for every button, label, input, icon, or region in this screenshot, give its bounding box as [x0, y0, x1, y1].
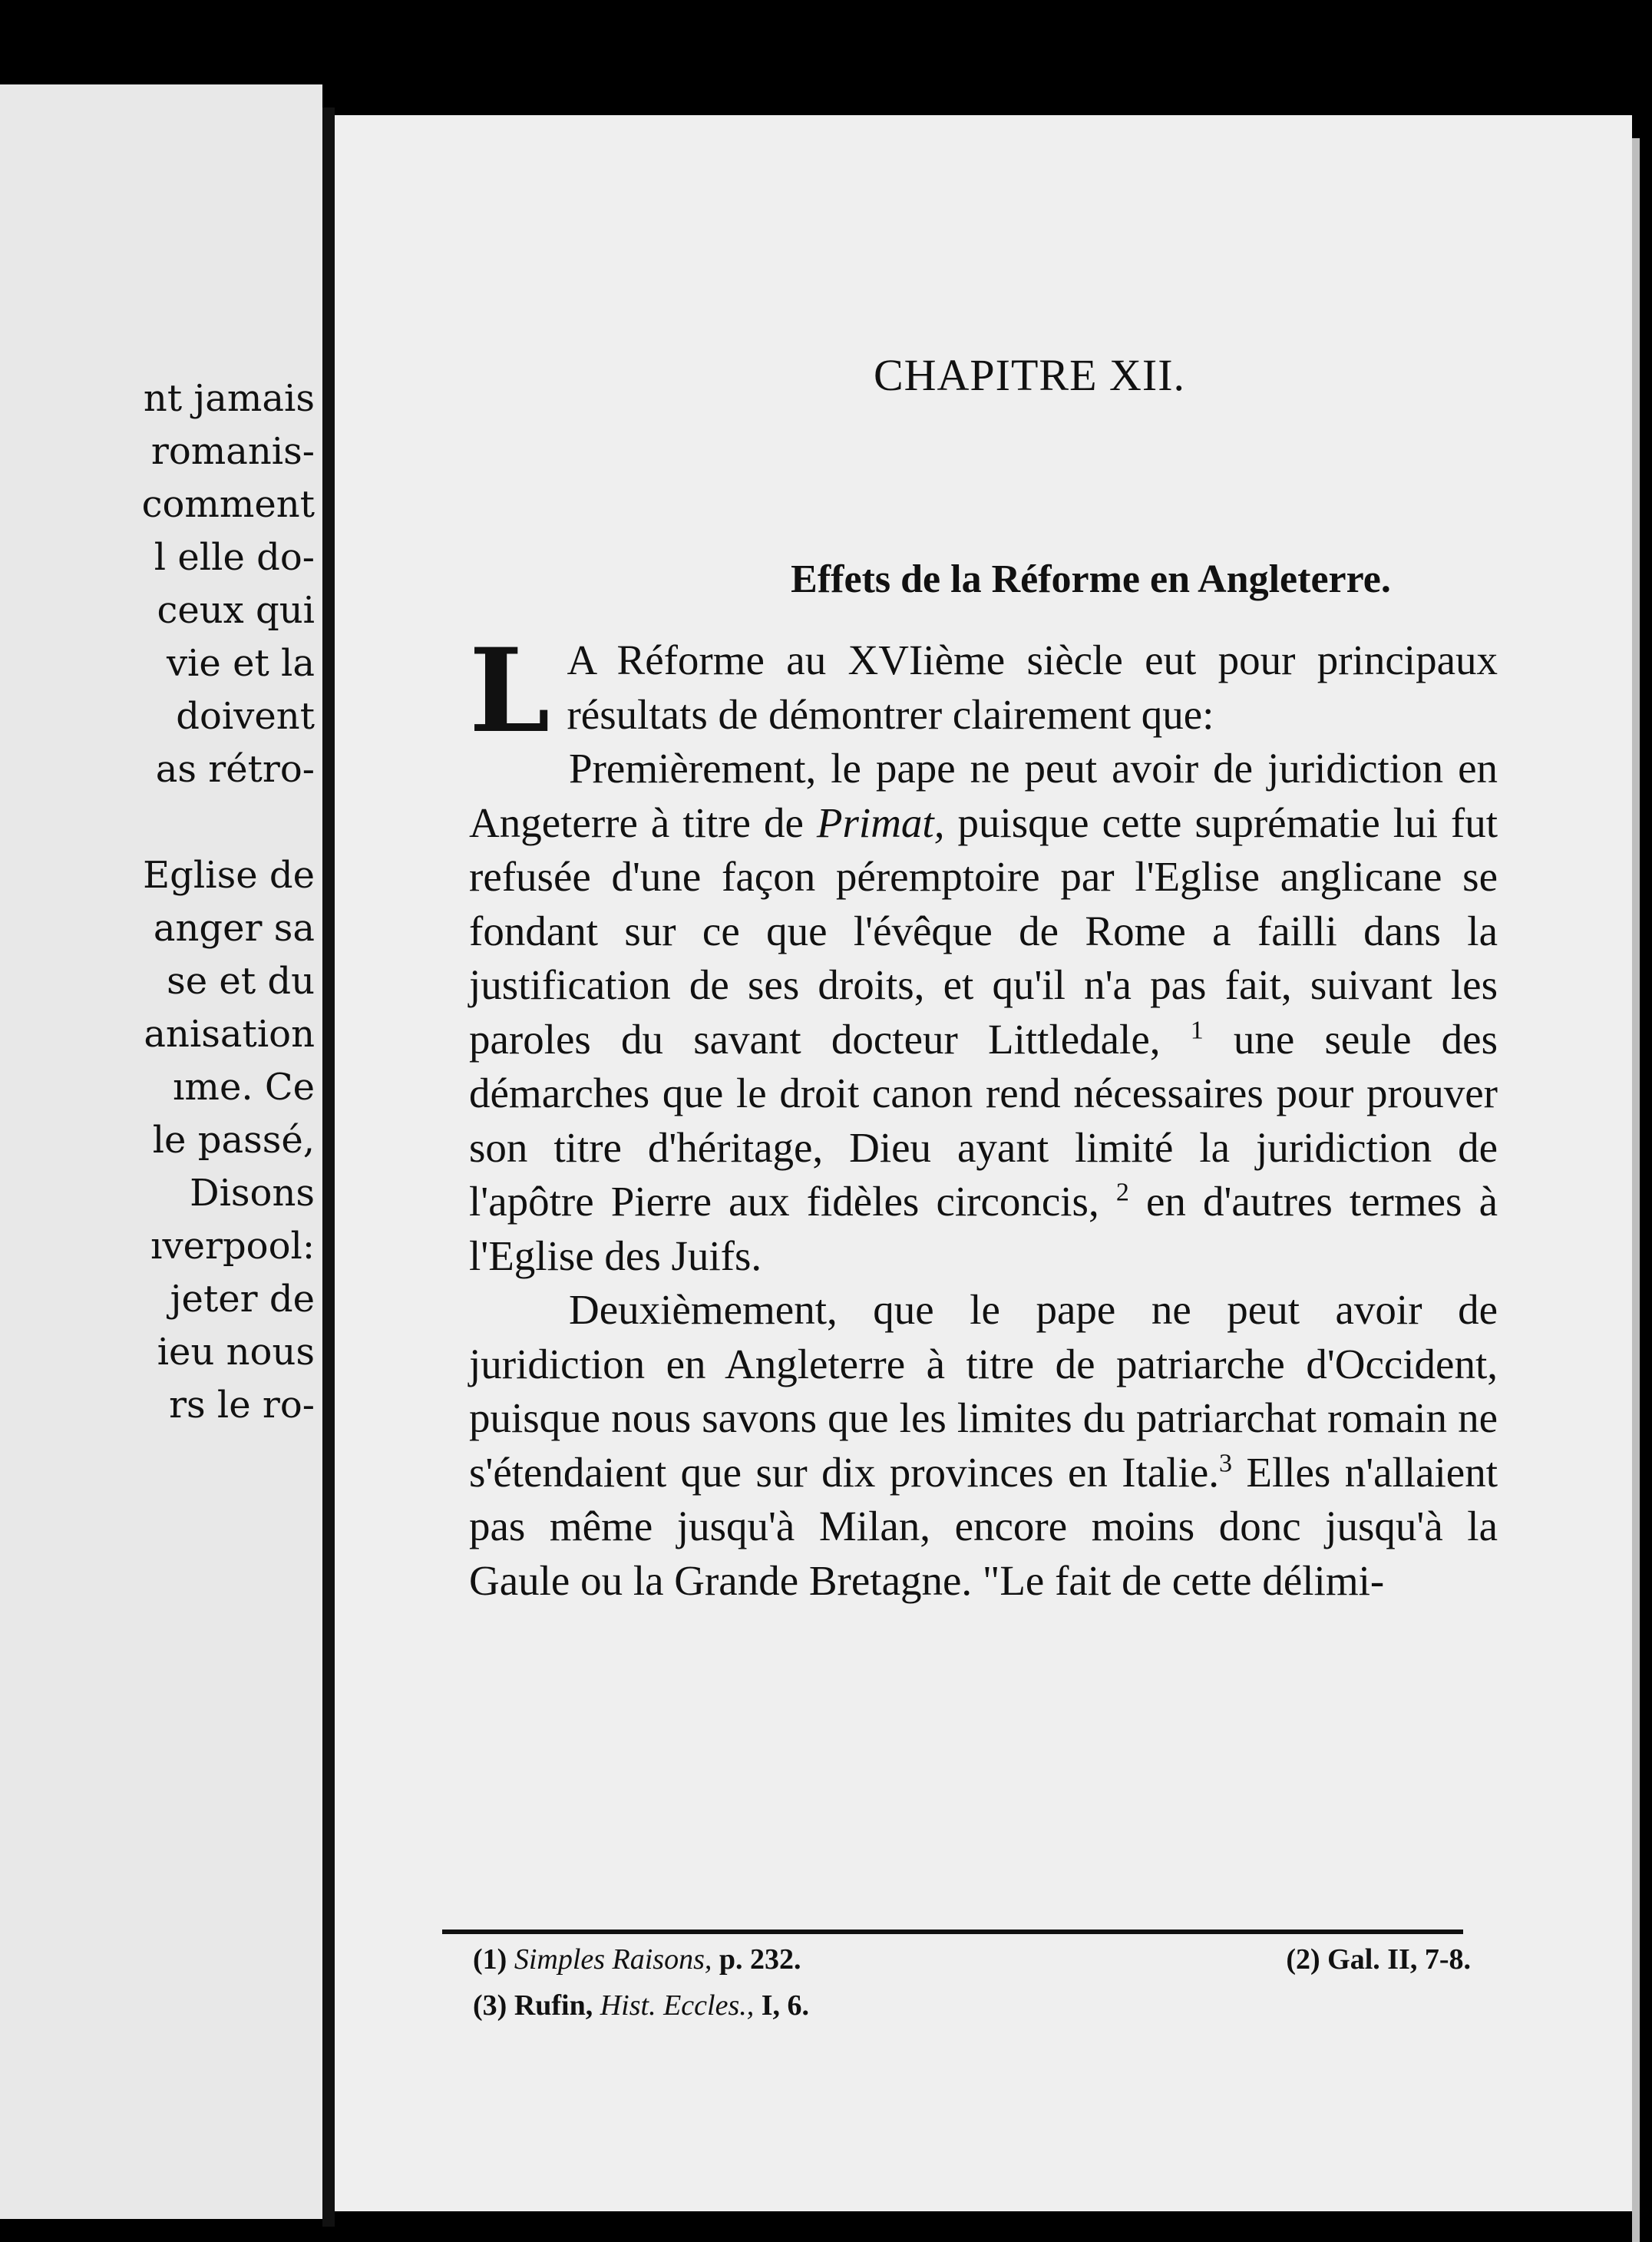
- left-page-line: as rétro-: [155, 748, 315, 791]
- left-page-line: comment: [141, 483, 315, 526]
- left-page-line: ieu nous: [157, 1331, 315, 1374]
- footnotes: [473, 1936, 1502, 2029]
- paragraph-2-text-d: une seule des démarches que le droit canon rend nécessaires pour prouver son titre d'héritage, Dieu ayant limité la juridiction de l'apôtre Pierre aux fidèles circoncis,: [469, 1015, 1498, 1225]
- footnote-row-2: [473, 1982, 1502, 2029]
- right-page: [335, 115, 1632, 2211]
- left-page-line: Disons: [190, 1172, 315, 1215]
- left-page-line: romanis-: [150, 430, 315, 473]
- footnote-rule: [442, 1930, 1463, 1934]
- page-edge: [1632, 138, 1640, 2242]
- left-page-line: anger sa: [153, 907, 315, 950]
- paragraph-1-text: A Réforme au XVIième siècle eut pour principaux résultats de démontrer clairement que:: [567, 637, 1498, 738]
- footnote-ref-2: 2: [1115, 1178, 1129, 1207]
- chapter-subtitle: Effets de la Réforme en Angleterre.: [791, 557, 1391, 601]
- left-page-line: jeter de: [170, 1278, 315, 1321]
- left-page-line: doivent: [176, 695, 315, 738]
- left-page-line: ıme. Ce: [173, 1066, 315, 1109]
- left-page-line: le passé,: [152, 1119, 315, 1162]
- paragraph-2-text-e: en d'autres termes à l'Eglise des Juifs.: [469, 1178, 1498, 1279]
- left-page-line: anisation: [144, 1013, 315, 1056]
- left-page-line: vie et la: [166, 642, 315, 685]
- primat-italic: Primat,: [816, 799, 945, 846]
- left-page-line: ıverpool:: [150, 1225, 315, 1268]
- left-page-line: nt jamais: [143, 377, 315, 420]
- footnote-ref-3: 3: [1218, 1449, 1232, 1478]
- left-page-line: ceux qui: [157, 589, 315, 632]
- body-text: [469, 623, 1498, 1608]
- left-page-line: Eglise de: [143, 854, 315, 897]
- left-page-line: rs le ro-: [169, 1384, 315, 1427]
- paragraph-3: [469, 1283, 1498, 1608]
- footnote-1: (1) Simples Raisons, p. 232.: [473, 1943, 801, 1976]
- paragraph-2: [469, 742, 1498, 1283]
- drop-cap: L: [469, 623, 550, 759]
- paragraph-1: [469, 623, 1498, 759]
- paragraph-2-text-c: puisque cette suprématie lui fut refusée d'une façon péremptoire par l'Eglise anglicane se fondant sur ce que l'évêque de Rome a failli dans la justification de ses droits, et qu'il n'a pas fait, suivant les paroles du savant docteur Littledale,: [469, 799, 1498, 1063]
- paragraph-3-text-a: Deuxièmement, que le pape ne peut avoir de juridiction en Angleterre à titre de patriarche d'Occident, puisque nous savons que les limites du patriarchat romain ne s'étendaient que sur dix provinces en Italie.: [469, 1286, 1498, 1496]
- left-page-line: l elle do-: [154, 536, 315, 579]
- left-page-line: se et du: [167, 960, 315, 1003]
- footnote-row-1: [473, 1936, 1502, 1982]
- footnote-2: (2) Gal. II, 7-8.: [1286, 1943, 1471, 1976]
- chapter-title: CHAPITRE XII.: [873, 350, 1186, 400]
- book-gutter: [322, 107, 335, 2227]
- paragraph-3-text-b: Elles n'allaient pas même jusqu'à Milan, encore moins donc jusqu'à la Gaule ou la Grande Bretagne. "Le fait de cette délimi-: [469, 1448, 1498, 1604]
- left-page: [0, 84, 322, 2219]
- footnote-3: (3) Rufin, Hist. Eccles., I, 6.: [473, 1989, 810, 2022]
- footnote-ref-1: 1: [1190, 1016, 1204, 1045]
- paragraph-2-text-a: Premièrement, le pape ne peut avoir de juridiction en Angeterre à titre de: [469, 745, 1498, 846]
